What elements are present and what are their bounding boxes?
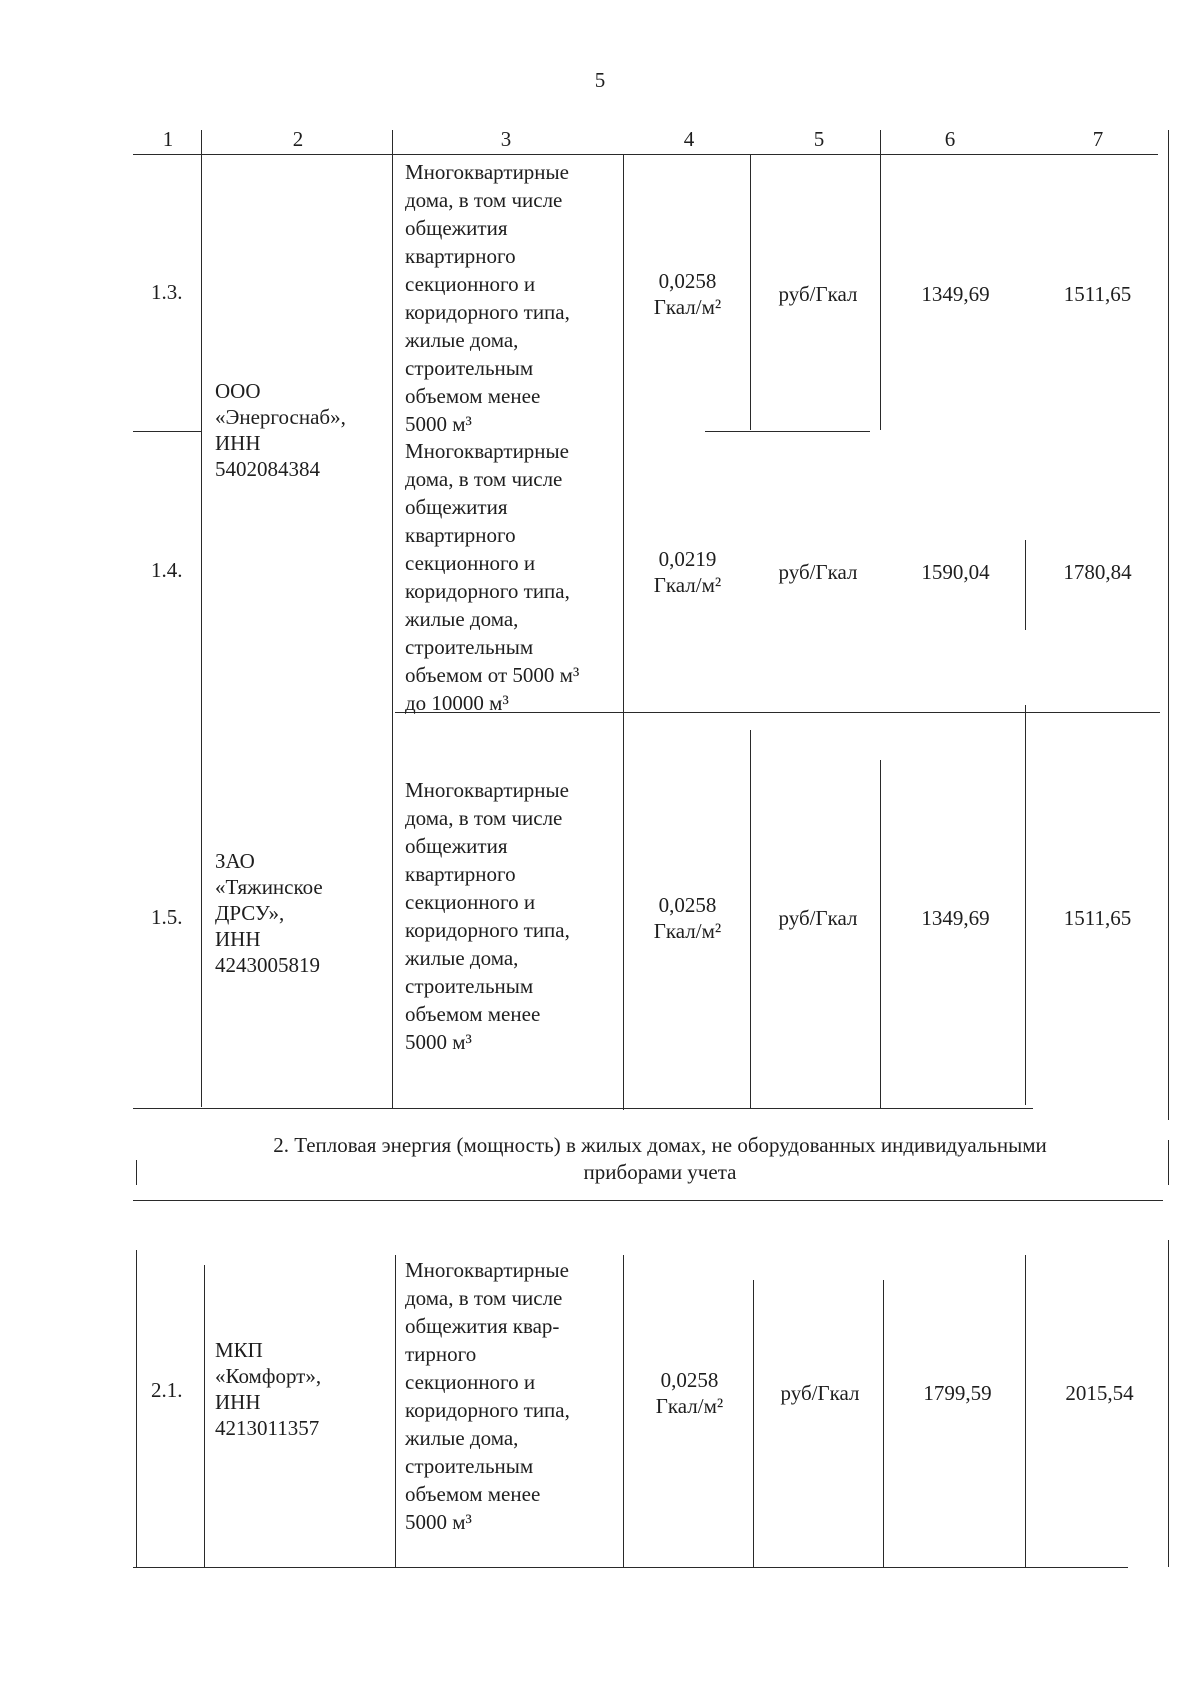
row-description: [405, 1256, 615, 1536]
col-divider-5b: [880, 760, 881, 1108]
tariff-col6: 1590,04: [921, 560, 990, 584]
description-line: строительным: [405, 356, 534, 380]
description-line: дома, в том числе: [405, 1286, 563, 1310]
description-line: Многоквартирные: [405, 778, 569, 802]
description-line: строительным: [405, 1454, 534, 1478]
row-2-1-col-divider-1: [204, 1265, 205, 1567]
norm-unit: Гкал/м²: [653, 295, 722, 319]
unit-cell: руб/Гкал: [778, 282, 858, 306]
norm-value: 0,0258: [658, 269, 717, 293]
norm-unit: Гкал/м²: [653, 919, 722, 943]
description-line: Многоквартирные: [405, 439, 569, 463]
column-header-6: 6: [944, 127, 956, 151]
header-bottom-rule: [133, 154, 1158, 155]
org-line: ЗАО: [215, 849, 255, 873]
description-line: квартирного: [405, 523, 516, 547]
org-line: ИНН: [215, 1390, 261, 1414]
description-line: квартирного: [405, 244, 516, 268]
row-number: 1.5.: [151, 905, 183, 929]
description-line: до 10000 м³: [405, 691, 509, 715]
row-number: 1.3.: [151, 280, 183, 304]
row-2-1-col-divider-2: [395, 1255, 396, 1567]
description-line: объемом от 5000 м³: [405, 663, 580, 687]
description-line: 5000 м³: [405, 1510, 472, 1534]
section-heading: [140, 1132, 1180, 1186]
col-divider-4b: [750, 730, 751, 1108]
col-divider-4a: [750, 155, 751, 430]
row-description: [405, 158, 615, 438]
norm-value: 0,0258: [658, 893, 717, 917]
tariff-col6: 1349,69: [921, 282, 990, 306]
org-line: ИНН: [215, 431, 261, 455]
org-line: ИНН: [215, 927, 261, 951]
description-line: общежития: [405, 216, 508, 240]
organization-cell: [215, 1337, 385, 1441]
column-header-1: 1: [162, 127, 174, 151]
row-rule-1-3: [133, 431, 201, 432]
description-line: жилые дома,: [405, 1426, 519, 1450]
description-line: объемом менее: [405, 1002, 541, 1026]
description-line: секционного и: [405, 890, 536, 914]
unit-cell: руб/Гкал: [778, 906, 858, 930]
description-line: жилые дома,: [405, 328, 519, 352]
row-2-1-col-divider-4: [753, 1280, 754, 1567]
right-border-1: [1168, 130, 1169, 1120]
norm-unit: Гкал/м²: [655, 1394, 724, 1418]
row-rule-1-3-right: [705, 431, 870, 432]
description-line: Многоквартирные: [405, 1258, 569, 1282]
org-line: МКП: [215, 1338, 263, 1362]
norm-value: 0,0258: [660, 1368, 719, 1392]
unit-cell: руб/Гкал: [778, 560, 858, 584]
table-bottom-rule: [133, 1567, 1128, 1568]
description-line: жилые дома,: [405, 946, 519, 970]
col-divider-5a: [880, 130, 881, 430]
tariff-col7: 1511,65: [1063, 282, 1132, 306]
description-line: дома, в том числе: [405, 188, 563, 212]
description-line: секционного и: [405, 551, 536, 575]
unit-cell: руб/Гкал: [780, 1381, 860, 1405]
tariff-col6: 1799,59: [923, 1381, 992, 1405]
row-2-1-col-divider-6: [1025, 1255, 1026, 1567]
description-line: тирного: [405, 1342, 477, 1366]
organization-cell: [215, 378, 385, 482]
col-divider-6b: [1025, 705, 1026, 1105]
description-line: коридорного типа,: [405, 918, 570, 942]
org-line: «Комфорт»,: [215, 1364, 322, 1388]
org-line: «Тяжинское: [215, 875, 323, 899]
col-divider-2: [392, 130, 393, 1108]
description-line: секционного и: [405, 272, 536, 296]
description-line: общежития квар-: [405, 1314, 560, 1338]
col-divider-3: [623, 155, 624, 1110]
norm-value: 0,0219: [658, 547, 717, 571]
section-heading-line: 2. Тепловая энергия (мощность) в жилых домах, не оборудованных индивидуальными: [273, 1133, 1047, 1157]
norm-unit: Гкал/м²: [653, 573, 722, 597]
norm-cell: [630, 892, 745, 944]
org-line: ООО: [215, 379, 261, 403]
column-header-5: 5: [813, 127, 825, 151]
row-rule-1-5: [133, 1108, 1033, 1109]
norm-cell: [632, 1367, 747, 1419]
column-header-4: 4: [683, 127, 695, 151]
tariff-col7: 1780,84: [1063, 560, 1132, 584]
org-line: ДРСУ»,: [215, 901, 285, 925]
description-line: жилые дома,: [405, 607, 519, 631]
col-divider-1: [201, 130, 202, 1107]
norm-cell: [630, 546, 745, 598]
column-header-7: 7: [1092, 127, 1104, 151]
tariff-col7: 1511,65: [1063, 906, 1132, 930]
org-line: «Энергоснаб»,: [215, 405, 346, 429]
org-line: 5402084384: [215, 457, 320, 481]
description-line: общежития: [405, 495, 508, 519]
description-line: общежития: [405, 834, 508, 858]
description-line: строительным: [405, 974, 534, 998]
description-line: строительным: [405, 635, 534, 659]
tariff-col6: 1349,69: [921, 906, 990, 930]
row-2-1-col-divider-5: [883, 1280, 884, 1567]
column-header-3: 3: [500, 127, 512, 151]
description-line: коридорного типа,: [405, 1398, 570, 1422]
row-number: 2.1.: [151, 1378, 183, 1402]
row-2-1-right-border: [1168, 1240, 1169, 1567]
col-divider-6a: [1025, 540, 1026, 630]
row-2-1-col-divider-3: [623, 1255, 624, 1567]
row-2-1-left-border: [136, 1250, 137, 1567]
column-header-2: 2: [292, 127, 304, 151]
description-line: 5000 м³: [405, 412, 472, 436]
org-line: 4213011357: [215, 1416, 320, 1440]
norm-cell: [630, 268, 745, 320]
description-line: 5000 м³: [405, 1030, 472, 1054]
description-line: дома, в том числе: [405, 806, 563, 830]
description-line: коридорного типа,: [405, 579, 570, 603]
section-heading-line: приборами учета: [583, 1160, 737, 1184]
row-number: 1.4.: [151, 558, 183, 582]
tariff-col7: 2015,54: [1065, 1381, 1134, 1405]
description-line: объемом менее: [405, 1482, 541, 1506]
description-line: коридорного типа,: [405, 300, 570, 324]
section-2-left-border: [136, 1160, 137, 1185]
row-description: [405, 776, 615, 1056]
description-line: квартирного: [405, 862, 516, 886]
description-line: секционного и: [405, 1370, 536, 1394]
page-number: 5: [594, 68, 606, 92]
section-2-rule: [133, 1200, 1163, 1201]
description-line: дома, в том числе: [405, 467, 563, 491]
organization-cell: [215, 848, 385, 978]
row-description: [405, 437, 615, 717]
description-line: Многоквартирные: [405, 160, 569, 184]
org-line: 4243005819: [215, 953, 320, 977]
description-line: объемом менее: [405, 384, 541, 408]
